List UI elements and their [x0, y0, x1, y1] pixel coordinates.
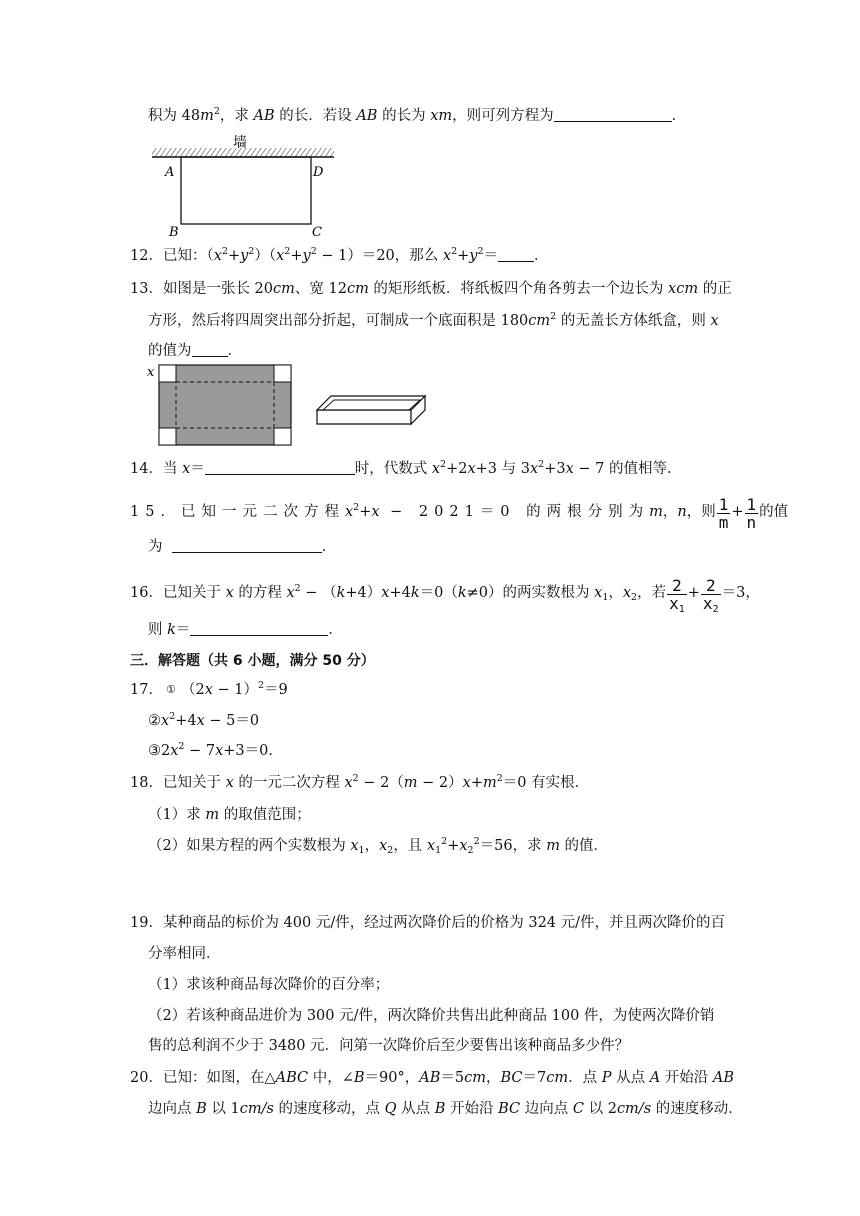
question-17-part-3: $③2x^2 - 7x+3=0$．	[148, 741, 283, 759]
label-B: B	[169, 225, 179, 240]
cardboard-outline	[159, 365, 291, 445]
section-3-heading: 三．解答题（共 6 小题，满分 50 分）	[130, 653, 375, 669]
question-15-line-1: 15．已知一元二次方程$x^2+x - 2021=0$ 的两根分别为m，n，则 $\frac{1}{m}$ + $\frac{1}{n}$ 的值	[130, 495, 789, 532]
fraction-one-over-n: $\frac{1}{n}$	[746, 495, 757, 532]
fraction-one-over-m: $\frac{1}{m}$	[718, 495, 729, 532]
corner-square	[274, 365, 291, 382]
question-19-line-5: 售的总利润不少于 3480 元．问第一次降价后至少要售出该种商品多少件？	[148, 1038, 630, 1054]
fence-rectangle	[181, 157, 311, 224]
question-18-part-2: （2）如果方程的两个实数根为 $x_1$，$x_2$，且 $x_1^2+x_2^2=56$，求 m 的值．	[148, 836, 609, 856]
question-20-line-1: 20．已知：如图，在△ABC 中，∠B＝90°，AB＝5cm，BC＝7cm．点 P 从点 A 开始沿 AB	[130, 1070, 735, 1086]
wall-label: 墙	[233, 135, 247, 151]
cardboard-box-figure	[145, 360, 435, 450]
label-D: D	[313, 165, 324, 180]
corner-square	[159, 428, 176, 445]
question-13-line-3: 的值为 ．	[148, 343, 242, 359]
question-16-line-2: 则 k＝ ．	[148, 622, 343, 638]
corner-square	[159, 365, 176, 382]
answer-blank[interactable]	[172, 538, 322, 553]
answer-blank[interactable]	[498, 247, 534, 262]
question-12: 12．已知：$(x^2+y^2)(x^2+y^2 - 1)=20$，那么 $x^2+y^2=$ ．	[130, 246, 549, 264]
question-20-line-2: 边向点 B 以 1cm/s 的速度移动，点 Q 从点 B 开始沿 BC 边向点 C 以 2cm/s 的速度移动．	[148, 1101, 743, 1117]
question-19-line-2: 分率相同．	[148, 946, 221, 962]
label-C: C	[312, 225, 322, 240]
question-18: 18．已知关于 x 的一元二次方程 $x^2 - 2(m - 2)x+m^2=0$ 有实根．	[130, 773, 590, 791]
question-13-line-2: 方形，然后将四周突出部分折起，可制成一个底面积是 $180cm^2$ 的无盖长方体纸盒，则 x	[148, 311, 719, 329]
answer-blank[interactable]	[190, 621, 328, 636]
answer-blank[interactable]	[205, 460, 355, 475]
question-13-line-1: 13．如图是一张长 20cm、宽 12cm 的矩形纸板．将纸板四个角各剪去一个边长为 xcm 的正	[130, 281, 732, 297]
fraction-two-over-x2: $\frac{2}{x_2}$	[702, 576, 719, 615]
question-15-line-2: 为 ．	[148, 539, 337, 555]
wall-rectangle-figure	[145, 128, 345, 240]
label-A: A	[165, 165, 175, 180]
fraction-two-over-x1: $\frac{2}{x_1}$	[669, 576, 685, 615]
corner-square	[274, 428, 291, 445]
question-17-part-2: $②x^2+4x - 5=0$	[148, 711, 260, 729]
open-box-drawing	[317, 396, 425, 424]
question-14: 14．当 x＝ 时，代数式 $x^2+2x+3$ 与 $3x^2+3x - 7$ 的值相等．	[130, 459, 682, 477]
question-16-line-1: 16．已知关于 x 的方程 $x^2 - (k+4)x+4k=0(k\ne 0)$的两实数根为 $x_1$，$x_2$，若 $\frac{2}{x_1}$ + $\frac{2}{x_2}$ ＝3，	[130, 576, 760, 615]
q11-line: 积为 $48m^2$，求 AB 的长．若设 AB 的长为 xm，则可列方程为 ．	[148, 106, 687, 124]
side-x-label: x	[147, 365, 155, 380]
question-18-part-1: （1）求 m 的取值范围；	[148, 807, 311, 823]
question-19-part-2: （2）若该种商品进价为 300 元/件，两次降价共售出此种商品 100 件，为使两次降价销	[148, 1008, 715, 1024]
answer-blank[interactable]	[554, 107, 672, 122]
answer-blank[interactable]	[192, 342, 228, 357]
question-17-part-1: 17． ① $(2x - 1)^2=9$	[130, 680, 288, 698]
question-19-part-1: （1）求该种商品每次降价的百分率；	[148, 977, 390, 993]
question-19-line-1: 19．某种商品的标价为 400 元/件，经过两次降价后的价格为 324 元/件，并且两次降价的百	[130, 915, 726, 931]
